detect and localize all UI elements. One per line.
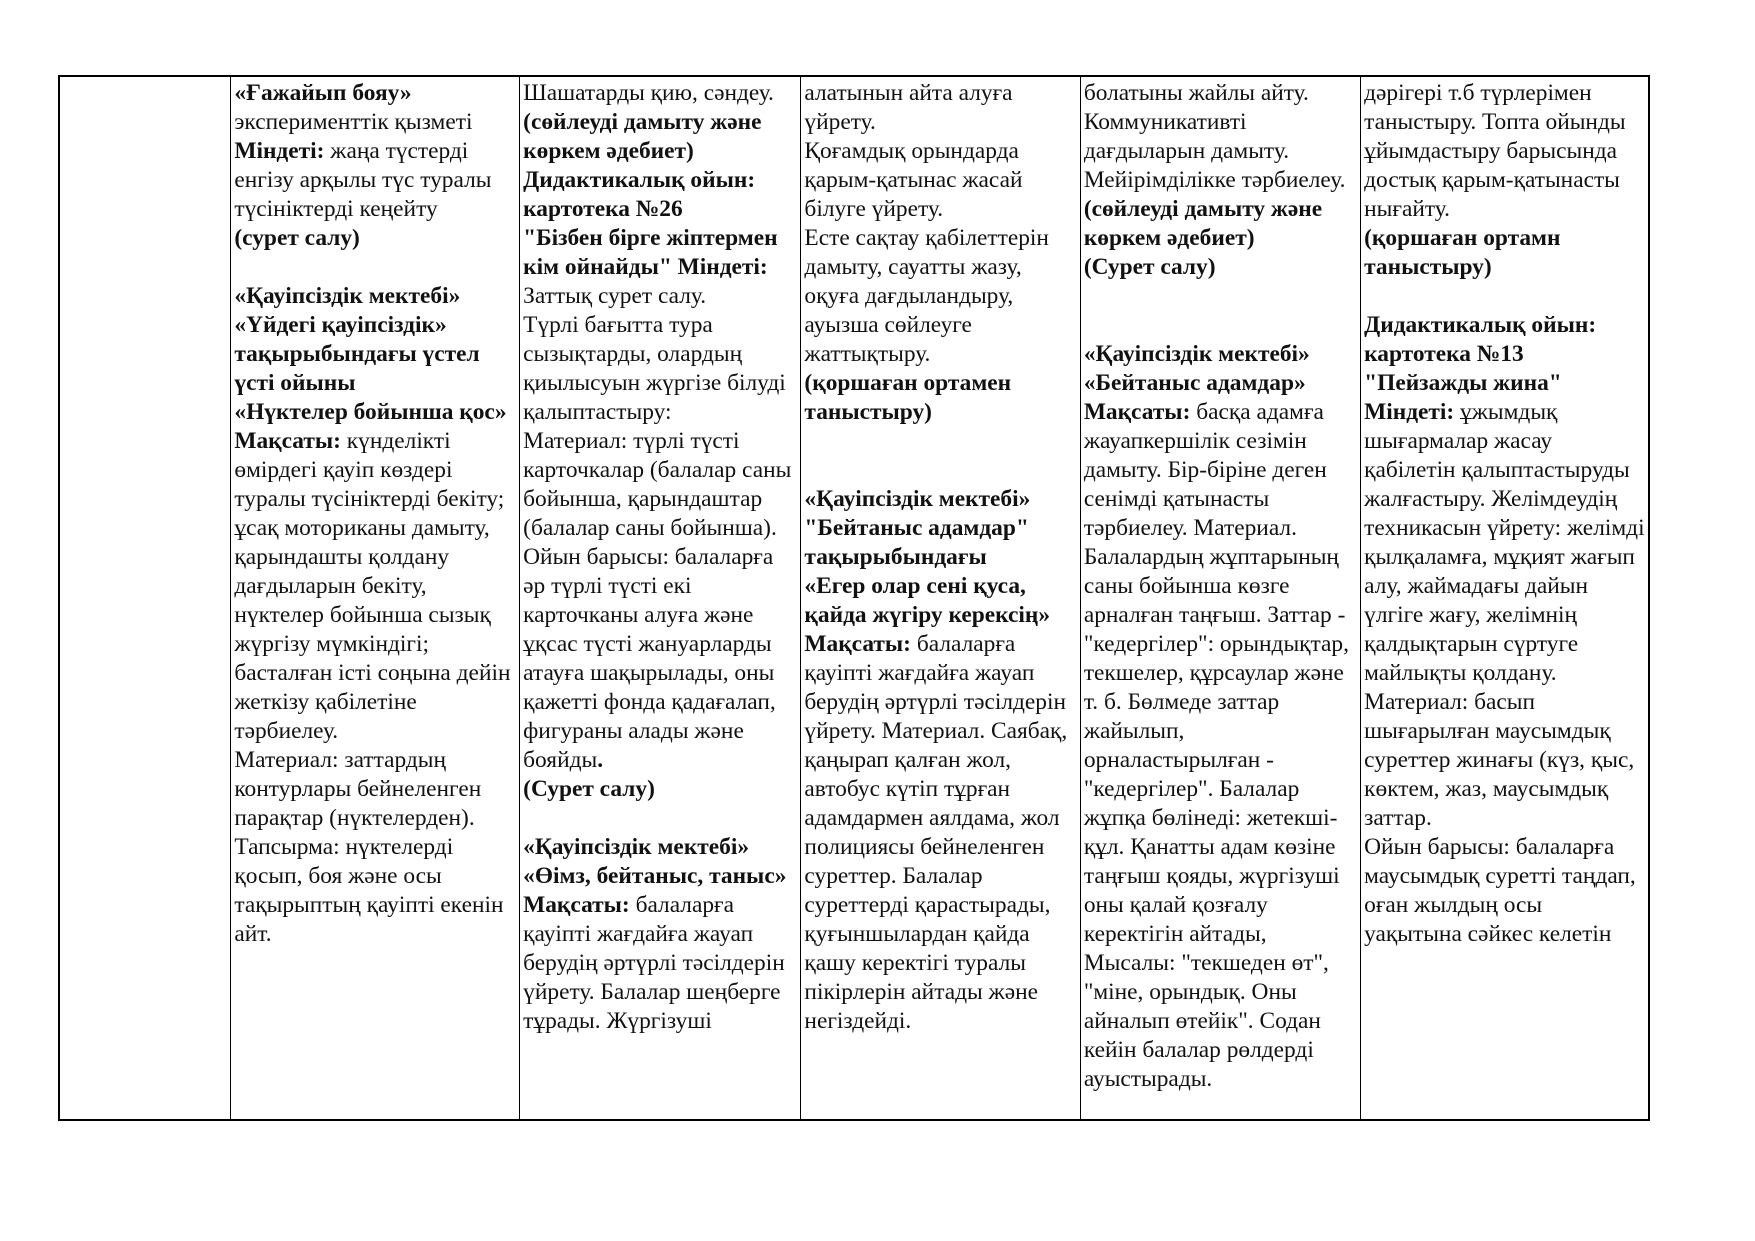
paragraph (1364, 369, 1645, 398)
text: Материал: заттардың контурлары бейнеленген парақтар (нүктелерден). (234, 747, 482, 831)
bold-text: (сөйлеуді дамыту және көркем әдебиет) (1083, 196, 1323, 251)
text: балаларға қауіпті жағдайға жауап берудің әртүрлі тәсілдерін үйрету. Материал. Саябақ, қаңырап қалған жол, автобус күтіп тұрған адамдармен аялдама, жол полициясы бейнеленген суреттер. Балалар суреттерді қарастырады, қуғыншылардан қайда қашу керектігі туралы пікірлерін айтады және негіздейді. (804, 631, 1068, 1034)
table-column-1 (230, 77, 519, 1119)
text: күнделікті өмірдегі қауіп көздері туралы түсініктерді бекіту; ұсақ моториканы дамыту, қарындашты қолдану дағдыларын бекіту, нүктелер бойынша сызық жүргізу мүмкіндігі; басталған істі соңына дейін жеткізу қабілетіне тәрбиелеу. (234, 428, 511, 744)
bold-text: "Бізбен бірге жіптермен кім ойнайды" Міндеті: (523, 225, 778, 280)
paragraph (523, 543, 797, 775)
paragraph (1084, 340, 1357, 369)
text: Мысалы: "текшеден өт", "міне, орындық. Оны айналып өтейік". Содан кейін балалар рөлдерді ауыстырады. (1083, 950, 1329, 1092)
text: дәрігері т.б түрлерімен таныстыру. Топта ойынды ұйымдастыру барысында достық қарым-қатынасты нығайту. (1364, 80, 1626, 222)
paragraph (523, 833, 797, 862)
paragraph-spacer (234, 253, 516, 282)
bold-text: (қоршаған ортамн таныстыру) (1364, 225, 1561, 280)
bold-text: Міндеті: (1364, 399, 1461, 425)
paragraph (234, 833, 516, 949)
text: эксперименттік қызметі (234, 109, 473, 135)
text: Мейірімділікке тәрбиелеу. (1083, 167, 1346, 193)
paragraph (523, 166, 797, 195)
paragraph (804, 137, 1076, 224)
paragraph (523, 282, 797, 311)
paragraph (804, 224, 1076, 369)
text: Қоғамдық орындарда қарым-қатынас жасай білуге үйрету. (804, 138, 1023, 222)
bold-text: Дидактикалық ойын: (523, 167, 756, 193)
text: алатынын айта алуға үйрету. (804, 80, 1013, 135)
text: болатыны жайлы айту. (1083, 80, 1309, 106)
paragraph (523, 862, 797, 891)
bold-text: (сөйлеуді дамыту және көркем әдебиет) (523, 109, 762, 164)
paragraph-spacer (1364, 282, 1645, 311)
paragraph (1364, 79, 1645, 224)
text: ұжымдық шығармалар жасау қабілетін қалыптастыруды жалғастыру. Желімдеудің техникасын үйрету: желімді қылқаламға, мұқият жағып алу, жаймадағы дайын үлгіге жағу, желімнің қалдықтарын сүртуге майлықты қолдану. (1364, 399, 1645, 686)
paragraph (234, 311, 516, 398)
paragraph (804, 514, 1076, 572)
bold-text: (Сурет салу) (1083, 254, 1216, 280)
paragraph (523, 224, 797, 282)
paragraph (234, 398, 516, 427)
text: Тапсырма: нүктелерді қосып, боя және осы тақырыптың қауіпті екенін айт. (234, 834, 504, 947)
paragraph (804, 630, 1076, 1036)
text: Шашатарды қию, сәндеу. (523, 80, 774, 106)
bold-text: (қоршаған ортамен таныстыру) (804, 370, 1012, 425)
text: Түрлі бағытта тура сызықтарды, олардың қиылысуын жүргізе білуді қалыптастыру: (523, 312, 786, 425)
bold-text: "Бейтаныс адамдар" тақырыбындағы (804, 515, 1029, 570)
paragraph (523, 427, 797, 543)
bold-text: . (597, 747, 604, 773)
paragraph (234, 137, 516, 224)
paragraph-spacer (523, 804, 797, 833)
bold-text: «Қауіпсіздік мектебі» (523, 834, 750, 860)
bold-text: «Қауіпсіздік мектебі» (1083, 341, 1310, 367)
paragraph-spacer (804, 427, 1076, 456)
paragraph (1364, 398, 1645, 688)
paragraph (234, 427, 516, 746)
bold-text: «Ғажайып бояу» (234, 80, 412, 106)
bold-text: (Сурет салу) (523, 776, 655, 802)
text: Ойын барысы: балаларға әр түрлі түсті екі карточканы алуға және ұқсас түсті жануарларды атауға шақырылады, оны қажетті фонда қадағалап, фигураны алады және бояйды (523, 544, 776, 773)
table-column-empty (60, 77, 230, 1119)
text: балаларға қауіпті жағдайға жауап берудің әртүрлі тәсілдерін үйрету. Балалар шеңберге тұрады. Жүргізуші (523, 892, 785, 1034)
bold-text: "Пейзажды жина" (1364, 370, 1562, 396)
text: Коммуникативті дағдыларын дамыту. (1083, 109, 1290, 164)
text: Есте сақтау қабілеттерін дамыту, сауатты жазу, оқуға дағдыландыру, ауызша сөйлеуге жаттықтыру. (804, 225, 1049, 367)
table-column-4 (1080, 77, 1360, 1119)
bold-text: Дидактикалық ойын: (1364, 312, 1597, 338)
paragraph (1084, 108, 1357, 166)
paragraph (1084, 166, 1357, 195)
paragraph (1084, 79, 1357, 108)
paragraph (234, 746, 516, 833)
paragraph (1364, 833, 1645, 949)
paragraph (804, 572, 1076, 630)
paragraph (1084, 195, 1357, 253)
paragraph (523, 108, 797, 166)
paragraph (234, 79, 516, 108)
bold-text: «Егер олар сені қуса, қайда жүгіру керексің» (804, 573, 1051, 628)
bold-text: Мақсаты: (804, 631, 917, 657)
paragraph (523, 195, 797, 224)
paragraph (804, 485, 1076, 514)
bold-text: «Үйдегі қауіпсіздік» тақырыбындағы үстел үсті ойыны (234, 312, 480, 396)
paragraph (523, 891, 797, 1036)
text: жаңа түстерді енгізу арқылы түс туралы түсініктерді кеңейту (234, 138, 492, 222)
table-column-3 (800, 77, 1079, 1119)
text: Материал: басып шығарылған маусымдық суреттер жинағы (күз, қыс, көктем, жаз, маусымдық заттар. (1364, 689, 1635, 831)
bold-text: «Нүктелер бойынша қос» (234, 399, 507, 425)
paragraph-spacer (804, 456, 1076, 485)
text: басқа адамға жауапкершілік сезімін дамыту. Бір-біріне деген сенімді қатынасты тәрбиелеу. Материал. Балалардың жұптарының саны бойынша көзге арналған таңғыш. Заттар - "кедергілер": орындықтар, текшелер, құрсаулар және т. б. Бөлмеде заттар жайылып, орналастырылған - "кедергілер". Балалар жұпқа бөлінеді: жетекші-құл. Қанатты адам көзіне таңғыш қояды, жүргізуші оны қалай қозғалу керектігін айтады, (1083, 399, 1349, 947)
paragraph (804, 79, 1076, 137)
paragraph (1084, 253, 1357, 282)
bold-text: картотека №26 (523, 196, 683, 222)
paragraph (1364, 688, 1645, 833)
bold-text: Мақсаты: (1083, 399, 1197, 425)
paragraph (804, 369, 1076, 427)
plan-table (58, 75, 1650, 1121)
paragraph (523, 775, 797, 804)
text: Ойын барысы: балаларға маусымдық суретті таңдап, оған жылдың осы уақытына сәйкес келетін (1364, 834, 1636, 947)
paragraph (234, 108, 516, 137)
bold-text: «Өімз, бейтаныс, таныс» (523, 863, 787, 889)
paragraph (1364, 224, 1645, 282)
paragraph (1084, 398, 1357, 949)
bold-text: Мақсаты: (523, 892, 636, 918)
paragraph (234, 282, 516, 311)
table-column-5 (1360, 77, 1648, 1119)
bold-text: «Қауіпсіздік мектебі» (234, 283, 461, 309)
paragraph-spacer (1084, 311, 1357, 340)
text: Заттық сурет салу. (523, 283, 707, 309)
text: Материал: түрлі түсті карточкалар (балалар саны бойынша, қарындаштар (балалар саны бойынша). (523, 428, 792, 541)
paragraph (1084, 949, 1357, 1094)
bold-text: картотека №13 (1364, 341, 1524, 367)
table-column-2 (519, 77, 800, 1119)
paragraph (234, 224, 516, 253)
paragraph (523, 311, 797, 427)
paragraph-spacer (1084, 282, 1357, 311)
bold-text: Міндеті: (234, 138, 331, 164)
bold-text: (сурет салу) (234, 225, 360, 251)
paragraph (523, 79, 797, 108)
bold-text: «Бейтаныс адамдар» (1083, 370, 1306, 396)
paragraph (1364, 340, 1645, 369)
paragraph (1084, 369, 1357, 398)
bold-text: «Қауіпсіздік мектебі» (804, 486, 1031, 512)
bold-text: Мақсаты: (234, 428, 347, 454)
paragraph (1364, 311, 1645, 340)
